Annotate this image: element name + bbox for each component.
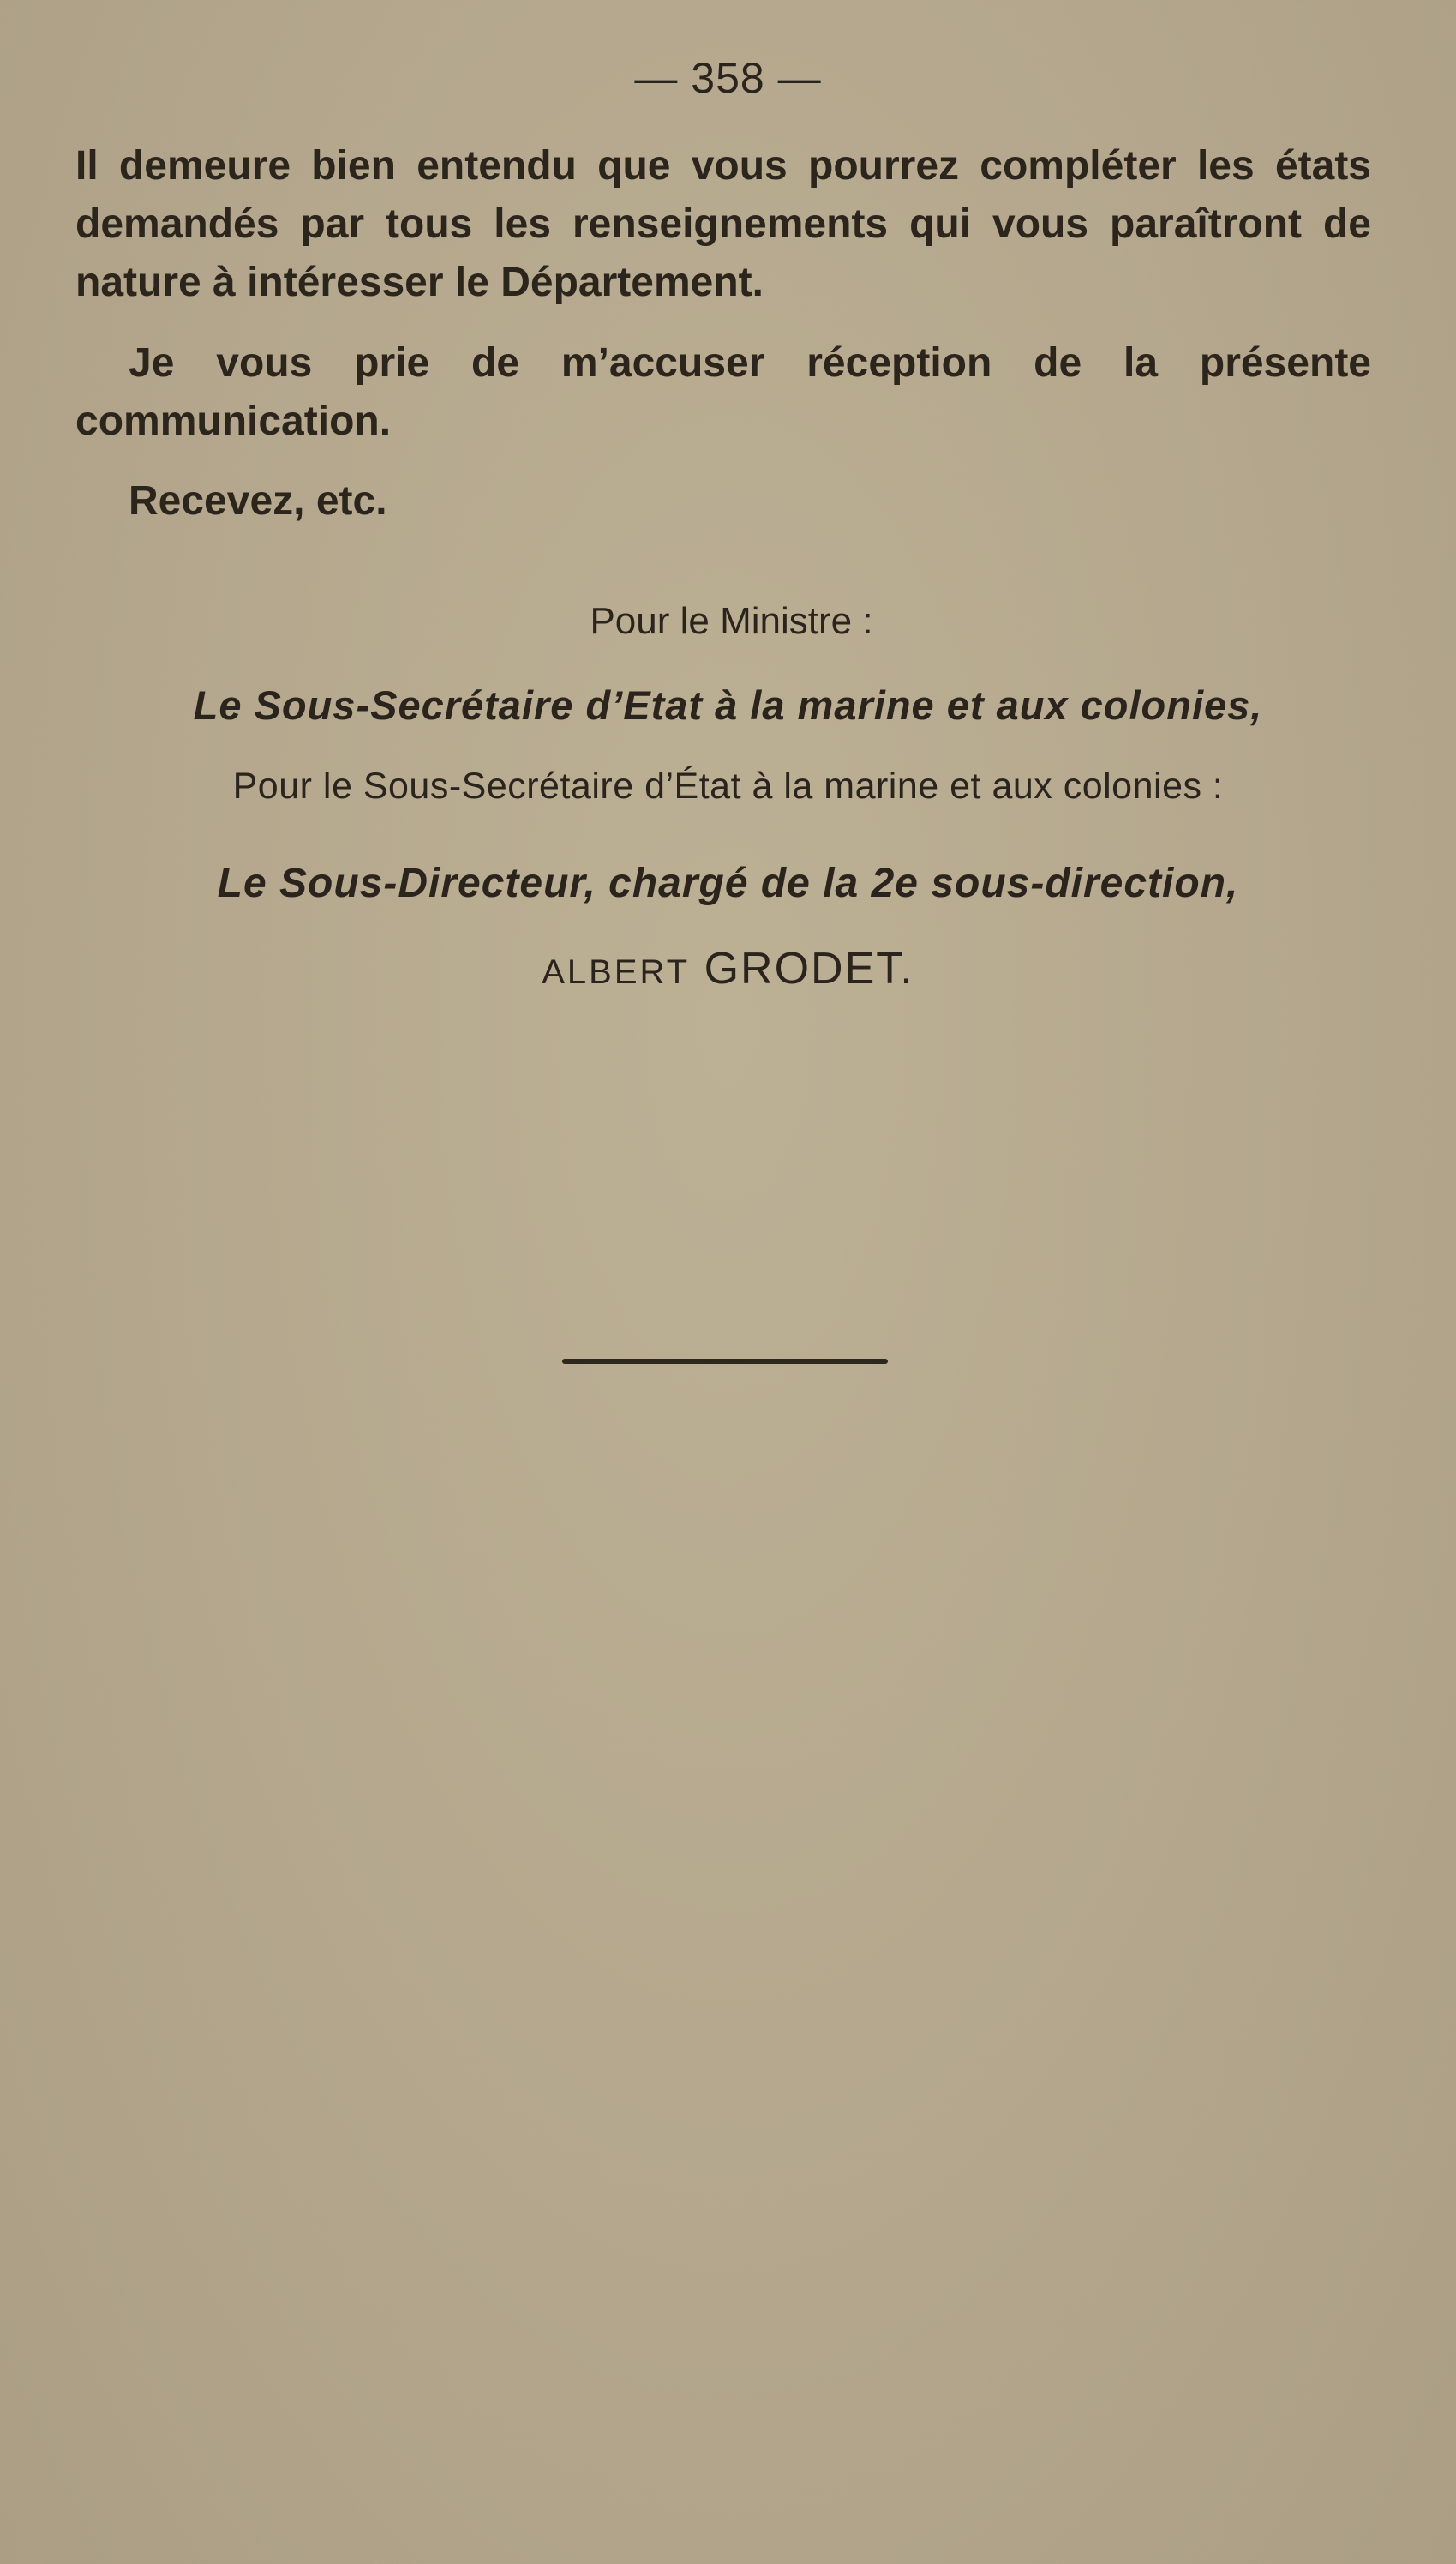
signature [0,943,1456,994]
sous-directeur-title: Le Sous-Directeur, chargé de la 2e sous-direction, [217,861,1239,906]
signature-last-name: GRODET. [704,944,914,994]
sous-secretaire-title: Le Sous-Secrétaire d’Etat à la marine et aux colonies, [193,682,1263,728]
paragraph-acknowledgement: Je vous prie de m’accuser réception de la présente communication. [75,340,1371,444]
signature-first-name: ALBERT [542,953,691,991]
paragraph-salutation: Recevez, etc. [129,478,387,524]
pour-le-ministre: Pour le Ministre : [590,600,873,642]
pour-sous-secretaire: Pour le Sous-Secrétaire d’État à la marine et aux colonies : [232,766,1224,807]
end-rule-divider [562,1359,888,1364]
page-number: — 358 — [634,54,822,102]
paragraph-states: Il demeure bien entendu que vous pourrez compléter les états demandés par tous les renseignements qui vous paraîtront de nature à intéresser le Département. [75,143,1371,305]
